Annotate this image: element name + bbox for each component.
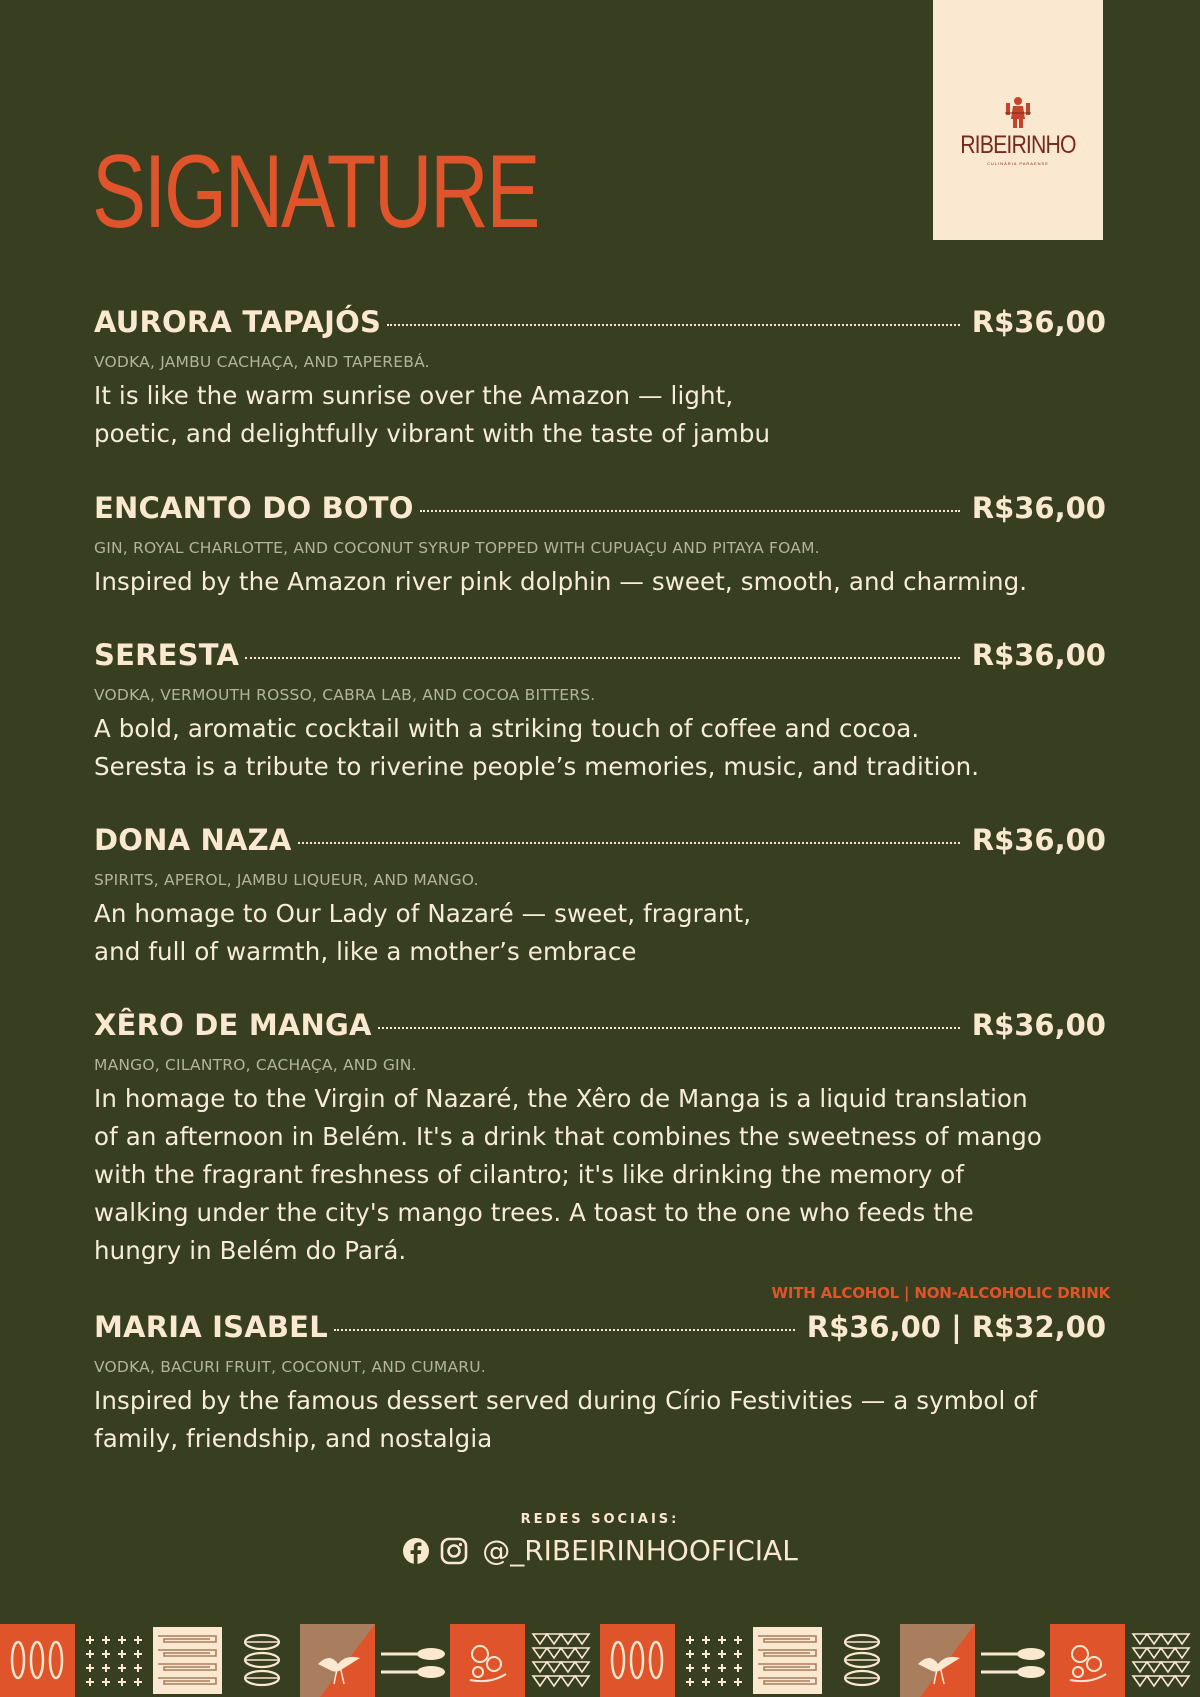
heron-pattern-icon — [300, 1624, 375, 1697]
paddle-pattern-tile — [975, 1624, 1050, 1697]
paddle-pattern-icon — [975, 1624, 1050, 1697]
dot-leader — [245, 657, 960, 659]
logo-subtitle: CULINÁRIA PARAENSE — [987, 160, 1049, 166]
description-line: An homage to Our Lady of Nazaré — sweet, fragrant, — [94, 899, 752, 928]
item-description — [94, 895, 1106, 971]
menu-item — [94, 1008, 1106, 1270]
description-line: hungry in Belém do Pará. — [94, 1236, 407, 1265]
description-line: It is like the warm sunrise over the Amazon — light, — [94, 381, 734, 410]
canoe-pattern-icon — [600, 1624, 675, 1697]
description-line: and full of warmth, like a mother’s embrace — [94, 937, 637, 966]
item-price: R$36,00 — [971, 823, 1106, 857]
leaf-pattern-icon — [225, 1624, 300, 1697]
facebook-icon[interactable] — [402, 1537, 430, 1565]
item-name: XÊRO DE MANGA — [94, 1008, 372, 1042]
menu-item — [94, 305, 1106, 453]
triangle-pattern-icon — [1125, 1624, 1200, 1697]
dot-leader — [334, 1329, 795, 1331]
menu-item — [94, 638, 1106, 786]
item-price: R$36,00 — [971, 638, 1106, 672]
cross-pattern-icon — [675, 1624, 750, 1697]
greek-key-pattern-icon — [150, 1624, 225, 1697]
leaf-pattern-icon — [825, 1624, 900, 1697]
item-ingredients: SPIRITS, APEROL, JAMBU LIQUEUR, AND MANGO. — [94, 871, 479, 889]
canoe-pattern-icon — [0, 1624, 75, 1697]
heron-pattern-tile — [300, 1624, 375, 1697]
description-line: poetic, and delightfully vibrant with the taste of jambu — [94, 419, 771, 448]
social-handle[interactable]: @_RIBEIRINHOOFICIAL — [482, 1534, 798, 1567]
item-ingredients: VODKA, VERMOUTH ROSSO, CABRA LAB, AND COCOA BITTERS. — [94, 686, 596, 704]
dot-leader — [298, 842, 960, 844]
heron-pattern-tile — [900, 1624, 975, 1697]
item-ingredients: MANGO, CILANTRO, CACHAÇA, AND GIN. — [94, 1056, 417, 1074]
leaf-pattern-tile — [225, 1624, 300, 1697]
greek-key-pattern-icon — [750, 1624, 825, 1697]
paddle-pattern-tile — [375, 1624, 450, 1697]
logo-box — [933, 0, 1103, 240]
cross-pattern-tile — [75, 1624, 150, 1697]
item-description — [94, 563, 1106, 601]
dot-leader — [420, 510, 960, 512]
floral-pattern-icon — [1050, 1624, 1125, 1697]
item-ingredients: VODKA, JAMBU CACHAÇA, AND TAPEREBÁ. — [94, 353, 430, 371]
description-line: of an afternoon in Belém. It's a drink that combines the sweetness of mango — [94, 1122, 1042, 1151]
item-price: R$36,00 — [971, 1008, 1106, 1042]
item-price: R$36,00 | R$32,00 — [806, 1310, 1106, 1344]
heron-pattern-icon — [900, 1624, 975, 1697]
canoe-pattern-tile — [0, 1624, 75, 1697]
item-price: R$36,00 — [971, 305, 1106, 339]
alcohol-price-note: WITH ALCOHOL | NON-ALCOHOLIC DRINK — [771, 1284, 1110, 1302]
description-line: Inspired by the famous dessert served during Círio Festivities — a symbol of — [94, 1386, 1038, 1415]
instagram-icon[interactable] — [440, 1537, 468, 1565]
item-description — [94, 710, 1106, 786]
item-price: R$36,00 — [971, 491, 1106, 525]
item-description — [94, 377, 1106, 453]
page-title: SIGNATURE — [92, 134, 539, 250]
cross-pattern-tile — [675, 1624, 750, 1697]
item-name: SERESTA — [94, 638, 240, 672]
fisherman-logo-icon — [1003, 95, 1033, 131]
dot-leader — [387, 324, 960, 326]
menu-item — [94, 823, 1106, 971]
menu-item — [94, 1310, 1106, 1458]
leaf-pattern-tile — [825, 1624, 900, 1697]
description-line: Inspired by the Amazon river pink dolphin — sweet, smooth, and charming. — [94, 567, 1028, 596]
social-row — [0, 1534, 1200, 1567]
greek-key-pattern-tile — [150, 1624, 225, 1697]
greek-key-pattern-tile — [750, 1624, 825, 1697]
description-line: A bold, aromatic cocktail with a striking touch of coffee and cocoa. — [94, 714, 920, 743]
item-ingredients: GIN, ROYAL CHARLOTTE, AND COCONUT SYRUP TOPPED WITH CUPUAÇU AND PITAYA FOAM. — [94, 539, 820, 557]
floral-pattern-icon — [450, 1624, 525, 1697]
description-line: family, friendship, and nostalgia — [94, 1424, 493, 1453]
canoe-pattern-tile — [600, 1624, 675, 1697]
triangle-pattern-tile — [525, 1624, 600, 1697]
triangle-pattern-icon — [525, 1624, 600, 1697]
item-ingredients: VODKA, BACURI FRUIT, COCONUT, AND CUMARU. — [94, 1358, 486, 1376]
item-name: MARIA ISABEL — [94, 1310, 328, 1344]
social-label: REDES SOCIAIS: — [520, 1512, 680, 1527]
item-name: DONA NAZA — [94, 823, 292, 857]
description-line: with the fragrant freshness of cilantro; it's like drinking the memory of — [94, 1160, 965, 1189]
description-line: Seresta is a tribute to riverine people’s memories, music, and tradition. — [94, 752, 980, 781]
floral-pattern-tile — [1050, 1624, 1125, 1697]
menu-item — [94, 491, 1106, 601]
item-description — [94, 1382, 1106, 1458]
floral-pattern-tile — [450, 1624, 525, 1697]
description-line: walking under the city's mango trees. A toast to the one who feeds the — [94, 1198, 974, 1227]
decorative-pattern-band — [0, 1624, 1200, 1697]
description-line: In homage to the Virgin of Nazaré, the Xêro de Manga is a liquid translation — [94, 1084, 1028, 1113]
triangle-pattern-tile — [1125, 1624, 1200, 1697]
paddle-pattern-icon — [375, 1624, 450, 1697]
cross-pattern-icon — [75, 1624, 150, 1697]
logo-text: RIBEIRINHO — [960, 130, 1076, 159]
dot-leader — [378, 1027, 960, 1029]
item-name: ENCANTO DO BOTO — [94, 491, 414, 525]
item-description — [94, 1080, 1106, 1270]
item-name: AURORA TAPAJÓS — [94, 305, 382, 339]
